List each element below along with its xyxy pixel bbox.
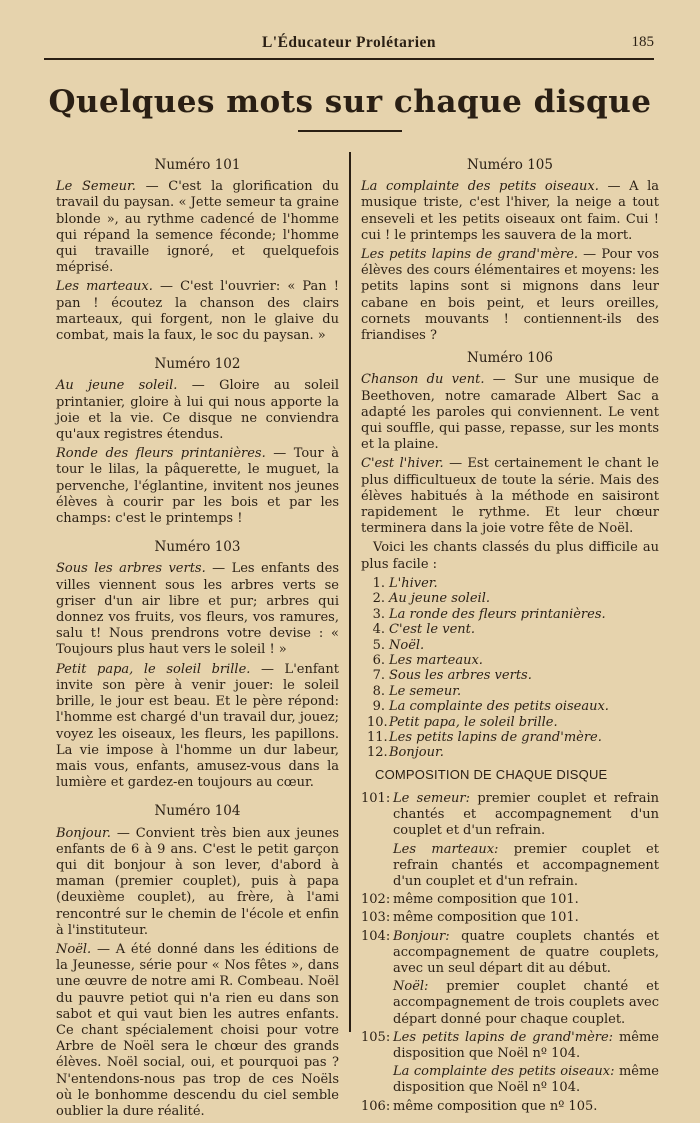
composition-103: 103: même composition que 101. xyxy=(361,910,579,926)
header-rule xyxy=(44,58,654,60)
list-item: 5. Noël. xyxy=(372,637,425,653)
paragraph-text: — L'enfant invite son père à venir jouer: le soleil brille, le jour est beau. Et le père répond: l'homme est chargé d'un travail dur, jouez; voyez les oiseaux, les fleurs, les papillons. La vie impose à l'homme un dur labeur, mais vous, enfants, amusez-vous dans la lumière et gardez-en toujours au cœur. xyxy=(56,661,339,791)
right-column xyxy=(361,157,659,1117)
composition-102: 102: même composition que 101. xyxy=(361,892,579,908)
composition-101: 101: Le semeur: premier couplet et refrain chantés et accompagnement d'un couplet et d'un refrain. xyxy=(361,790,659,839)
paragraph-text: — Tour à tour le lilas, la pâquerette, le muguet, la pervenche, l'églantine, invitent nos jeunes élèves à courir par les bois et par les champs: c'est le printemps ! xyxy=(56,446,339,527)
list-item: 9. La complainte des petits oiseaux. xyxy=(372,699,609,715)
list-item: 7. Sous les arbres verts. xyxy=(372,668,532,684)
composition-104-b: Noël: premier couplet chanté et accompagnement de trois couplets avec départ donné pour chaque couplet. xyxy=(393,979,659,1027)
paragraph-ronde-des-fleurs xyxy=(56,446,339,527)
composition-106: 106: même composition que nº 105. xyxy=(361,1098,598,1114)
page-number: 185 xyxy=(631,34,654,50)
paragraph-text: — C'est l'ouvrier: « Pan ! pan ! écoutez la chanson des clairs marteaux, qui forgent, non le glaive du combat, mais la faux, le soc du paysan. » xyxy=(56,279,339,344)
section-head-105: Numéro 105 xyxy=(467,157,553,173)
paragraph-le-semeur xyxy=(56,179,339,276)
list-item: 4. C'est le vent. xyxy=(372,622,475,638)
song-title: Les petits lapins de grand'mère. xyxy=(361,247,579,263)
paragraph-text: — A été donné dans les éditions de la Jeunesse, série pour « Nos fêtes », dans une œuvre de notre ami R. Combeau. Noël du pauvre petiot qui n'a rien eu dans son sabot et qui vaut bien les autres enfants. Ce chant spécialement choisi pour votre Arbre de Noël sera le chœur des grands élèves. Noël social, oui, et pourquoi pas ? N'entendons-nous pas trop de ces Noëls où le bonhomme descendu du ciel semble oublier la dure réalité. xyxy=(56,941,339,1119)
paragraph-text: — Sur une musique de Beethoven, notre camarade Albert Sac a adapté les paroles qui conviennent. Le vent qui souffle, qui passe, repasse, sur les monts et la plaine. xyxy=(361,372,659,453)
paragraph-text: — A la musique triste, c'est l'hiver, la neige a tout enseveli et les petits oiseaux ont faim. Cui ! cui ! le printemps les sauvera de la mort. xyxy=(361,179,659,243)
title-rule xyxy=(298,130,402,132)
section-head-101: Numéro 101 xyxy=(154,157,241,173)
song-title: Ronde des fleurs printanières. xyxy=(56,446,266,462)
paragraph-text: — Convient très bien aux jeunes enfants de 6 à 9 ans. C'est le petit garçon qui dit bonjour à son lever, d'abord à maman (premier couplet), puis à papa (deuxième couplet), au frère, à l'ami rencontré sur le chemin de l'école et enfin à l'instituteur. xyxy=(56,825,339,938)
list-item: 6. Les marteaux. xyxy=(372,652,483,668)
paragraph-petit-papa xyxy=(56,662,339,792)
column-divider xyxy=(349,152,351,1032)
paragraph-complainte xyxy=(361,179,659,244)
paragraph-text: — Est certainement le chant le plus difficultueux de toute la série. Mais des élèves habitués à la méthode en saisiront rapidement le rythme. Et leur chœur terminera dans la joie votre fête de Noël. xyxy=(361,456,659,537)
song-title: Noël. xyxy=(56,941,92,957)
paragraph-text: — Pour vos élèves des cours élémentaires et moyens: les petits lapins sont si mignons dans leur cabane en bois peint, et leurs oreilles, cornets mouvants ! contiennent-ils des friandises ? xyxy=(361,247,659,344)
journal-title: L'Éducateur Prolétarien xyxy=(261,34,437,51)
composition-105: 105: Les petits lapins de grand'mère: même disposition que Noël nº 104. xyxy=(361,1029,659,1061)
composition-104: 104: Bonjour: quatre couplets chantés et accompagnement de quatre couplets, avec un seul départ dit au début. xyxy=(361,928,659,976)
paragraph-text: — Gloire au soleil printanier, gloire à lui qui nous apporte la joie et la vie. Ce disque ne conviendra qu'aux registres étendus. xyxy=(56,378,339,443)
paragraph-chanson-du-vent xyxy=(361,372,659,453)
list-item: 10.Petit papa, le soleil brille. xyxy=(367,714,558,730)
paragraph-noel xyxy=(56,942,339,1120)
composition-105-b: La complainte des petits oiseaux: même disposition que Noël nº 104. xyxy=(393,1064,659,1096)
ranking-list xyxy=(361,576,659,761)
paragraph-text: — C'est la glorification du travail du paysan. « Jette semeur ta graine blonde », au rythme cadencé de l'homme qui répand la semence féconde; l'homme qui travaille ignoré, et quelquefois méprisé. xyxy=(56,179,339,276)
list-item: 3. La ronde des fleurs printanières. xyxy=(372,606,606,622)
paragraph-bonjour xyxy=(56,826,339,939)
page-title: Quelques mots sur chaque disque xyxy=(48,84,652,120)
paragraph-les-marteaux xyxy=(56,279,339,344)
paragraph-sous-les-arbres-verts xyxy=(56,561,339,658)
list-item: 11.Les petits lapins de grand'mère. xyxy=(367,729,602,745)
song-title: C'est l'hiver. xyxy=(361,456,444,472)
song-title: La complainte des petits oiseaux. xyxy=(361,179,599,195)
paragraph-c-est-l-hiver xyxy=(361,456,659,537)
section-head-103: Numéro 103 xyxy=(154,539,241,556)
paragraph-classement: Voici les chants classés du plus difficile au plus facile : xyxy=(361,540,659,572)
song-title: Petit papa, le soleil brille. xyxy=(56,661,251,677)
list-item: 12.Bonjour. xyxy=(367,745,444,761)
paragraph-petits-lapins xyxy=(361,247,659,344)
section-head-106: Numéro 106 xyxy=(467,350,553,367)
song-title: Le Semeur. xyxy=(56,179,136,195)
list-item: 2. Au jeune soleil. xyxy=(372,591,490,607)
list-item: 8. Le semeur. xyxy=(372,683,462,699)
composition-heading: COMPOSITION DE CHAQUE DISQUE xyxy=(375,766,608,782)
paragraph-au-jeune-soleil xyxy=(56,378,339,443)
song-title: Au jeune soleil. xyxy=(56,378,178,394)
list-item: 1. L'hiver. xyxy=(372,575,438,591)
section-head-102: Numéro 102 xyxy=(154,356,241,373)
paragraph-text: — Les enfants des villes viennent sous les arbres verts se griser d'un air libre et pur; arbres qui donnez vos fruits, vos fleurs, vos ramures, salu t! Nous prendrons votre devise : « Toujours plus haut vers le soleil ! » xyxy=(56,561,339,658)
song-title: Chanson du vent. xyxy=(361,372,485,388)
left-column xyxy=(56,157,339,1123)
song-title: Sous les arbres verts. xyxy=(56,561,206,577)
song-title: Les marteaux. xyxy=(56,279,153,295)
composition-101-b: Les marteaux: premier couplet et refrain chantés et accompagnement d'un couplet et d'un refrain. xyxy=(393,841,659,889)
song-title: Bonjour. xyxy=(56,825,111,841)
section-head-104: Numéro 104 xyxy=(154,803,241,820)
